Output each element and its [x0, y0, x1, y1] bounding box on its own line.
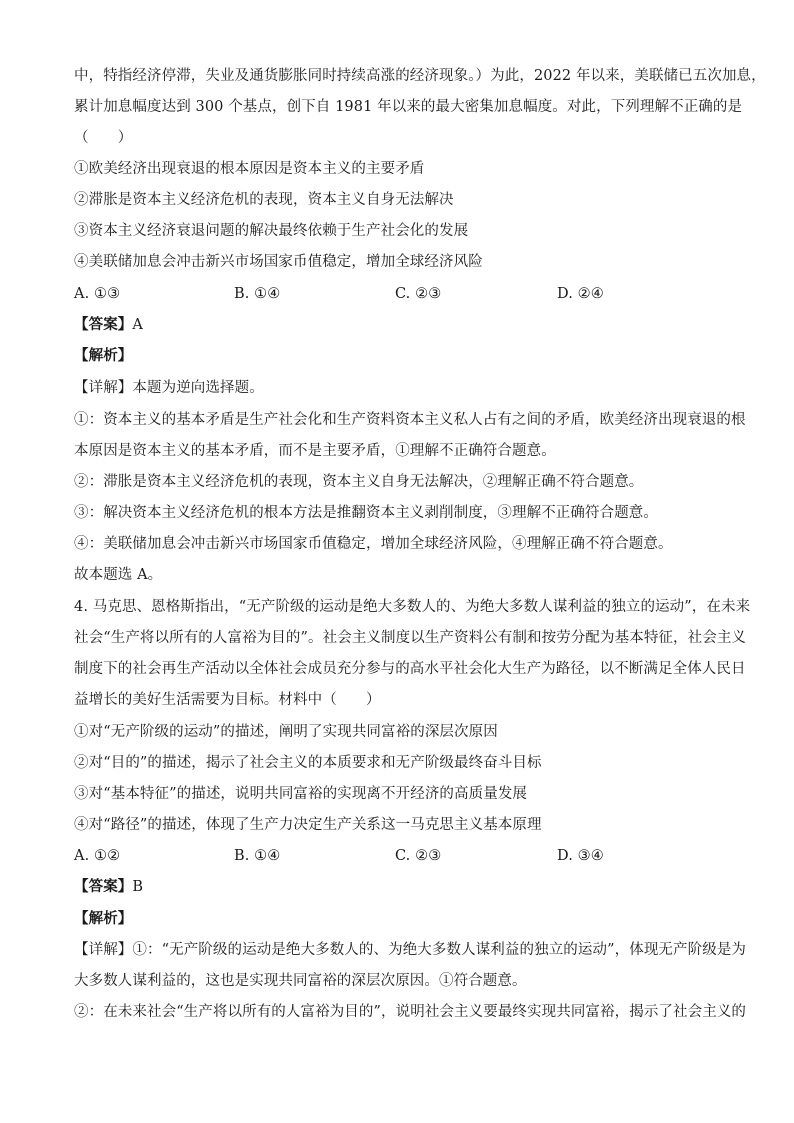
q4-analysis-tag: 【解析】 [74, 910, 133, 927]
q4-detail-line-2: 大多数人谋利益的，这也是实现共同富裕的深层次原因。①符合题意。 [74, 973, 527, 989]
q4-detail-line-3: ②：在未来社会“生产将以所有的人富裕为目的”，说明社会主义要最终实现共同富裕，揭示了社会主义的 [74, 1004, 747, 1020]
q4-option-b: B. ①④ [234, 848, 281, 864]
q4-option-c: C. ②③ [395, 848, 442, 864]
answer-tag: 【答案】 [74, 878, 133, 895]
q3-detail-line-1: 【详解】本题为逆向选择题。 [74, 380, 264, 396]
q4-option-a: A. ①② [74, 848, 121, 864]
q4-detail-line-1: 【详解】①：“无产阶级的运动是绝大多数人的、为绝大多数人谋利益的独立的运动”，体现无产阶级是为 [74, 942, 747, 958]
answer-value: A [132, 317, 143, 333]
q4-item-3: ③对“基本特征”的描述，说明共同富裕的实现离不开经济的高质量发展 [74, 786, 528, 802]
answer-tag: 【答案】 [74, 316, 133, 333]
q3-conclusion: 故本题选 A。 [74, 567, 163, 583]
q4-stem-line-2: 社会“生产将以所有的人富裕为目的”。社会主义制度以生产资料公有制和按劳分配为基本特征，社会主义 [74, 630, 747, 646]
q3-item-3: ③资本主义经济衰退问题的解决最终依赖于生产社会化的发展 [74, 223, 469, 239]
q3-answer [74, 315, 734, 335]
q4-stem-line-1: 4. 马克思、恩格斯指出，“无产阶级的运动是绝大多数人的、为绝大多数人谋利益的独立的运动”，在未来 [74, 599, 751, 615]
q3-item-4: ④美联储加息会冲击新兴市场国家币值稳定，增加全球经济风险 [74, 254, 483, 270]
q3-detail-line-4: ②：滞胀是资本主义经济危机的表现，资本主义自身无法解决，②理解正确不符合题意。 [74, 474, 644, 490]
q4-answer [74, 877, 734, 897]
q3-analysis-tag: 【解析】 [74, 347, 133, 364]
q3-item-2: ②滞胀是资本主义经济危机的表现，资本主义自身无法解决 [74, 192, 454, 208]
q3-option-b: B. ①④ [234, 286, 281, 302]
q3-item-1: ①欧美经济出现衰退的根本原因是资本主义的主要矛盾 [74, 161, 425, 177]
q4-stem-line-3: 制度下的社会再生产活动以全体社会成员充分参与的高水平社会化大生产为路径，以不断满足全体人民日 [74, 661, 746, 677]
q4-item-1: ①对“无产阶级的运动”的描述，阐明了实现共同富裕的深层次原因 [74, 724, 498, 740]
q3-detail-line-6: ④：美联储加息会冲击新兴市场国家币值稳定，增加全球经济风险，④理解正确不符合题意。 [74, 536, 673, 552]
q4-option-d: D. ③④ [557, 848, 604, 864]
q4-item-4: ④对“路径”的描述，体现了生产力决定生产关系这一马克思主义基本原理 [74, 817, 542, 833]
q3-option-a: A. ①③ [74, 286, 121, 302]
q4-stem-line-4: 益增长的美好生活需要为目标。材料中（ ） [74, 692, 381, 708]
q3-option-d: D. ②④ [557, 286, 604, 302]
q4-item-2: ②对“目的”的描述，揭示了社会主义的本质要求和无产阶级最终奋斗目标 [74, 755, 542, 771]
q3-detail-line-5: ③：解决资本主义经济危机的根本方法是推翻资本主义剥削制度，③理解不正确符合题意。 [74, 505, 658, 521]
q3-detail-line-2: ①：资本主义的基本矛盾是生产社会化和生产资料资本主义私人占有之间的矛盾，欧美经济出现衰退的根 [74, 412, 746, 428]
q3-stem-line-2: 累计加息幅度达到 300 个基点，创下自 1981 年以来的最大密集加息幅度。对此，下列理解不正确的是 [74, 99, 743, 115]
q3-stem-line-3: （ ） [74, 130, 133, 146]
q3-detail-line-3: 本原因是资本主义的基本矛盾，而不是主要矛盾，①理解不正确符合题意。 [74, 443, 556, 459]
answer-value: B [132, 879, 144, 895]
q3-option-c: C. ②③ [395, 286, 442, 302]
q3-stem-line-1: 中，特指经济停滞，失业及通货膨胀同时持续高涨的经济现象。）为此，2022 年以来，美联储已五次加息， [74, 68, 766, 84]
